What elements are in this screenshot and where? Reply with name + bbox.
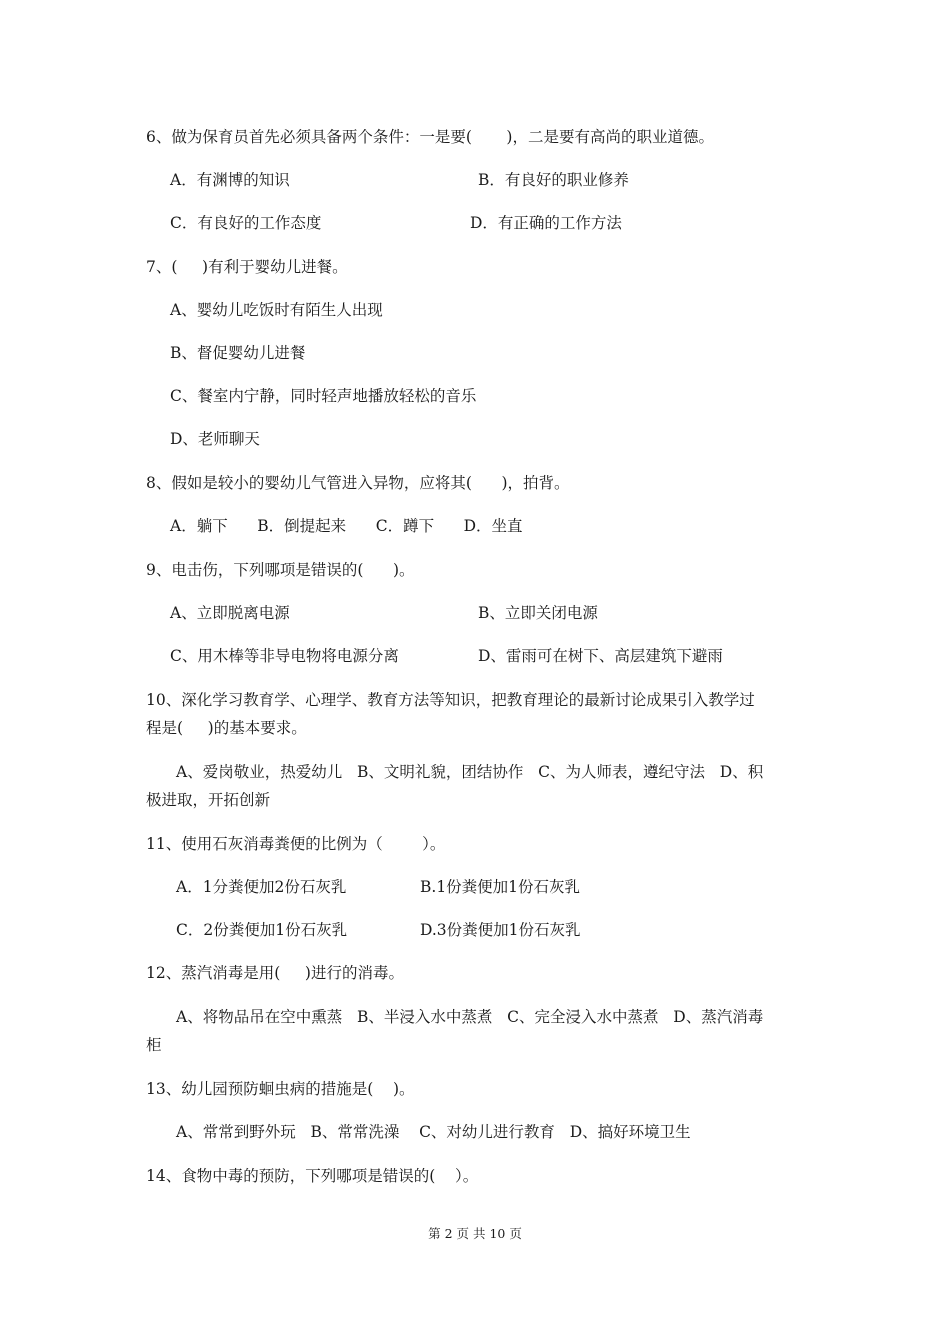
question-13-stem: 13、幼儿园预防蛔虫病的措施是( )。 (146, 1080, 415, 1098)
page-footer: 第 2 页 共 10 页 (428, 1226, 522, 1241)
question-7-stem: 7、( )有利于婴幼儿进餐。 (146, 258, 348, 276)
question-9-option-b: B、立即关闭电源 (478, 604, 598, 622)
question-6-option-b: B．有良好的职业修养 (478, 171, 629, 189)
question-11-option-c: C．2份粪便加1份石灰乳 (176, 921, 348, 939)
question-10-options-line2: 极进取，开拓创新 (146, 791, 271, 809)
question-8-stem: 8、假如是较小的婴幼儿气管进入异物，应将其( )，拍背。 (146, 474, 570, 492)
question-13-options: A、常常到野外玩 B、常常洗澡 C、对幼儿进行教育 D、搞好环境卫生 (176, 1123, 691, 1141)
question-11-option-b: B.1份粪便加1份石灰乳 (420, 878, 581, 896)
question-12-stem: 12、蒸汽消毒是用( )进行的消毒。 (146, 964, 404, 982)
question-7-option-c: C、餐室内宁静，同时轻声地播放轻松的音乐 (170, 387, 477, 405)
question-10-stem-line1: 10、深化学习教育学、心理学、教育方法等知识，把教育理论的最新讨论成果引入教学过 (146, 691, 755, 709)
question-11-option-a: A．1分粪便加2份石灰乳 (176, 878, 347, 896)
question-10-stem-line2: 程是( )的基本要求。 (146, 719, 307, 737)
question-6-option-a: A．有渊博的知识 (170, 171, 290, 189)
question-7-option-d: D、老师聊天 (170, 430, 260, 448)
question-9-stem: 9、电击伤，下列哪项是错误的( )。 (146, 561, 415, 579)
question-6-option-d: D．有正确的工作方法 (470, 214, 622, 232)
question-6-stem: 6、做为保育员首先必须具备两个条件：一是要( )，二是要有高尚的职业道德。 (146, 128, 714, 146)
question-14-stem: 14、食物中毒的预防，下列哪项是错误的( ）。 (146, 1167, 479, 1185)
question-10-options-line1: A、爱岗敬业，热爱幼儿 B、文明礼貌，团结协作 C、为人师表，遵纪守法 D、积 (176, 763, 764, 781)
question-7-option-b: B、督促婴幼儿进餐 (170, 344, 306, 362)
question-6-option-c: C．有良好的工作态度 (170, 214, 322, 232)
question-12-options-line2: 柜 (146, 1036, 162, 1054)
question-9-option-a: A、立即脱离电源 (170, 604, 290, 622)
question-11-stem: 11、使用石灰消毒粪便的比例为（ ）。 (146, 835, 446, 853)
question-7-option-a: A、婴幼儿吃饭时有陌生人出现 (170, 301, 383, 319)
question-9-option-c: C、用木棒等非导电物将电源分离 (170, 647, 399, 665)
question-11-option-d: D.3份粪便加1份石灰乳 (420, 921, 581, 939)
question-12-options-line1: A、将物品吊在空中熏蒸 B、半浸入水中蒸煮 C、完全浸入水中蒸煮 D、蒸汽消毒 (176, 1008, 764, 1026)
question-9-option-d: D、雷雨可在树下、高层建筑下避雨 (478, 647, 723, 665)
question-8-options: A．躺下 B．倒提起来 C．蹲下 D．坐直 (170, 517, 523, 535)
